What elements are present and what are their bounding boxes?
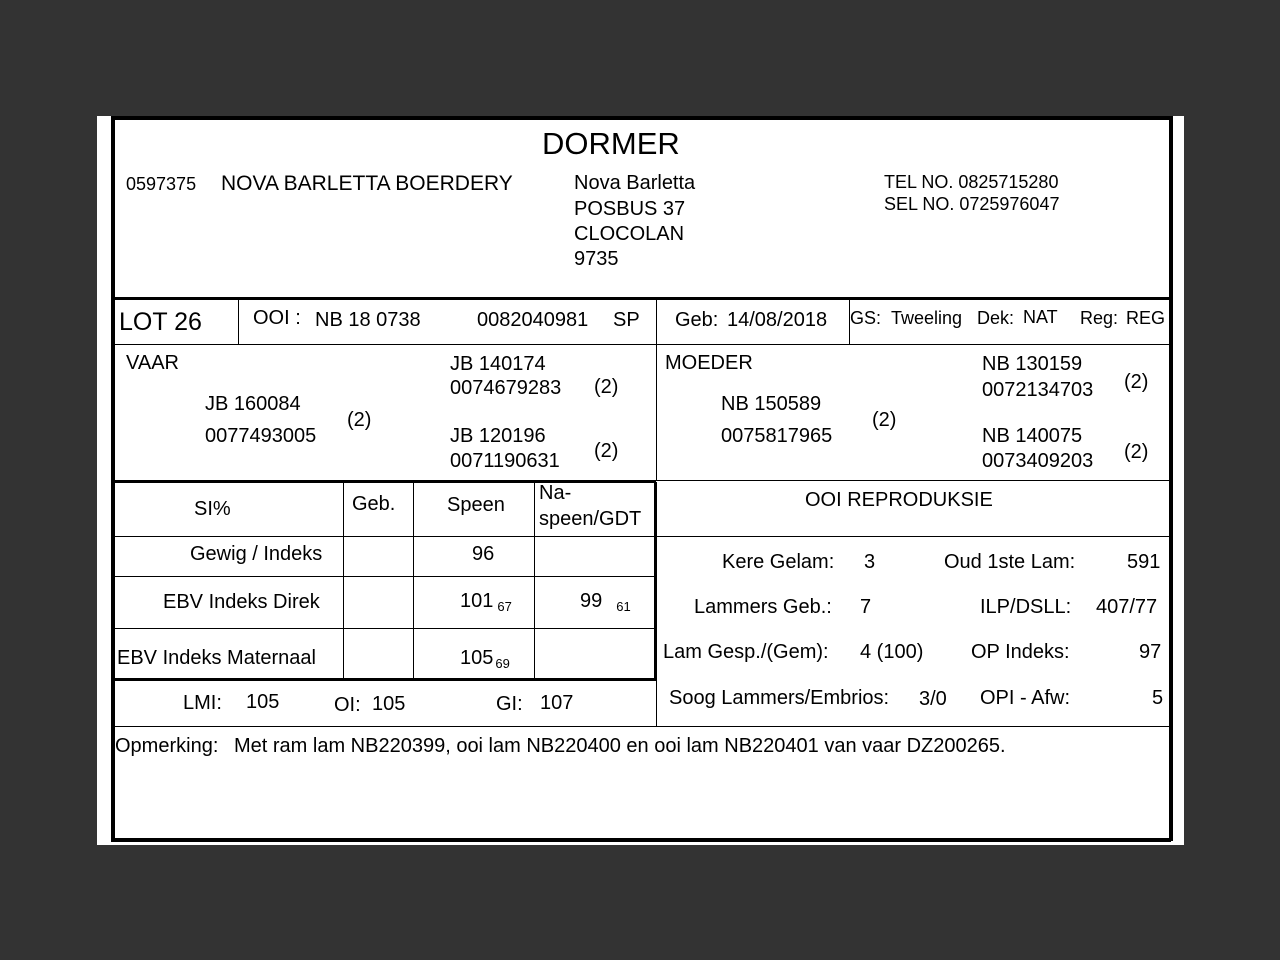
speen-header: Speen	[447, 494, 505, 516]
gs-label: GS:	[850, 308, 882, 328]
sire-sire-id: JB 140174	[450, 353, 546, 375]
perf-bottom-line	[111, 678, 656, 681]
dam-sire-registration: 0072134703	[982, 379, 1094, 401]
repro-top-line	[656, 480, 1171, 481]
repro-divider	[656, 679, 657, 727]
naspeen-header-1: Na-	[539, 482, 572, 504]
dam-count: (2)	[872, 409, 897, 431]
sire-count: (2)	[347, 409, 372, 431]
dam-dam-count: (2)	[1124, 441, 1149, 463]
breed-title: DORMER	[542, 126, 680, 161]
lot-divider-1	[238, 299, 239, 345]
lambs-born-label: Lammers Geb.:	[694, 596, 832, 618]
address-line-1: Nova Barletta	[574, 172, 696, 194]
perf-row1-line	[111, 576, 656, 577]
ebv-direct-naspeen-accuracy: 61	[616, 599, 631, 614]
lot-row-top-line	[111, 297, 1171, 300]
auction-lot-card	[97, 116, 1184, 845]
ebv-maternal-speen-value: 105	[460, 647, 494, 669]
lambs-born-value: 7	[860, 596, 872, 618]
dek-value: NAT	[1023, 307, 1058, 327]
op-index-label: OP Indeks:	[971, 641, 1070, 663]
perf-header-line	[111, 536, 1171, 537]
ebv-direct-naspeen-value: 99	[580, 590, 603, 612]
remark-text: Met ram lam NB220399, ooi lam NB220400 en ooi lam NB220401 van vaar DZ200265.	[234, 735, 1006, 757]
ebv-direct-speen-value: 101	[460, 590, 494, 612]
op-index-value: 97	[1139, 641, 1162, 663]
opi-deviation-label: OPI - Afw:	[980, 687, 1071, 709]
dam-dam-id: NB 140075	[982, 425, 1083, 447]
perf-row2-line	[111, 628, 656, 629]
geb-header: Geb.	[352, 493, 396, 515]
oi-value: 105	[372, 693, 406, 715]
frame-right	[1169, 116, 1173, 841]
footer-note-cropped	[167, 842, 173, 845]
times-lambed-value: 3	[864, 551, 876, 573]
ooi-grade: SP	[613, 309, 640, 331]
address-line-3: CLOCOLAN	[574, 223, 685, 245]
reproduction-title: OOI REPRODUKSIE	[805, 489, 993, 511]
weight-index-label: Gewig / Indeks	[190, 543, 323, 565]
lmi-value: 105	[246, 691, 280, 713]
sire-label: VAAR	[126, 352, 179, 374]
ebv-direct-naspeen	[580, 590, 631, 614]
opi-deviation-value: 5	[1152, 687, 1164, 709]
farm-name: NOVA BARLETTA BOERDERY	[221, 172, 513, 195]
sire-sire-count: (2)	[594, 376, 619, 398]
sire-sire-registration: 0074679283	[450, 377, 562, 399]
dam-dam-registration: 0073409203	[982, 450, 1094, 472]
ebv-direct-speen	[460, 590, 512, 614]
times-lambed-label: Kere Gelam:	[722, 551, 835, 573]
sire-dam-id: JB 120196	[450, 425, 546, 447]
gi-value: 107	[540, 692, 574, 714]
pedigree-divider	[656, 345, 657, 480]
ilp-dsll-value: 407/77	[1096, 596, 1158, 618]
reg-label: Reg:	[1080, 308, 1119, 328]
frame-left	[111, 116, 115, 841]
age-first-lamb-value: 591	[1127, 551, 1161, 573]
ilp-dsll-label: ILP/DSLL:	[980, 596, 1072, 618]
sire-registration: 0077493005	[205, 425, 317, 447]
reg-value: REG	[1126, 308, 1166, 328]
dam-id: NB 150589	[721, 393, 822, 415]
weight-index-speen: 96	[472, 543, 495, 565]
sire-id: JB 160084	[205, 393, 301, 415]
address-line-4: 9735	[574, 248, 619, 270]
ebv-direct-speen-accuracy: 67	[497, 599, 512, 614]
lmi-label: LMI:	[183, 692, 222, 714]
dam-sire-count: (2)	[1124, 371, 1149, 393]
ebv-maternal-speen	[460, 647, 510, 671]
lot-divider-2	[656, 299, 657, 345]
lambs-weaned-label: Lam Gesp./(Gem):	[663, 641, 829, 663]
lot-row-bottom-line	[111, 344, 1171, 345]
perf-col-divider-3	[534, 482, 535, 679]
ebv-maternal-speen-accuracy: 69	[495, 656, 510, 671]
gs-value: Tweeling	[891, 308, 963, 328]
suckled-lambs-value: 3/0	[919, 688, 947, 710]
dam-sire-id: NB 130159	[982, 353, 1083, 375]
frame-top	[111, 116, 1171, 120]
sire-dam-count: (2)	[594, 440, 619, 462]
remark-label: Opmerking:	[115, 735, 219, 757]
address-line-2: POSBUS 37	[574, 198, 686, 220]
ooi-label: OOI :	[253, 307, 301, 329]
gi-label: GI:	[496, 693, 523, 715]
perf-top-line	[111, 480, 656, 483]
ooi-id: NB 18 0738	[315, 309, 421, 331]
suckled-lambs-label: Soog Lammers/Embrios:	[669, 687, 890, 709]
ebv-direct-label: EBV Indeks Direk	[163, 591, 320, 613]
dam-label: MOEDER	[665, 352, 753, 374]
ebv-maternal-label: EBV Indeks Maternaal	[117, 647, 316, 669]
lambs-weaned-value: 4 (100)	[860, 641, 924, 663]
cell-number: SEL NO. 0725976047	[884, 194, 1060, 214]
si-header: SI%	[194, 498, 231, 520]
dam-registration: 0075817965	[721, 425, 833, 447]
oi-label: OI:	[334, 694, 361, 716]
age-first-lamb-label: Oud 1ste Lam:	[944, 551, 1076, 573]
indices-bottom-line	[111, 726, 1171, 727]
tel-number: TEL NO. 0825715280	[884, 172, 1059, 192]
birth-date: 14/08/2018	[727, 309, 828, 331]
member-number: 0597375	[126, 174, 197, 194]
lot-number: LOT 26	[119, 308, 202, 336]
sire-dam-registration: 0071190631	[450, 450, 560, 472]
dek-label: Dek:	[977, 308, 1015, 328]
perf-col-divider-1	[343, 482, 344, 679]
perf-col-divider-2	[413, 482, 414, 679]
naspeen-header-2: speen/GDT	[539, 508, 642, 530]
ooi-registration: 0082040981	[477, 309, 589, 331]
perf-right-border	[654, 482, 657, 681]
birth-label: Geb:	[675, 309, 719, 331]
frame-bottom	[111, 838, 1171, 842]
